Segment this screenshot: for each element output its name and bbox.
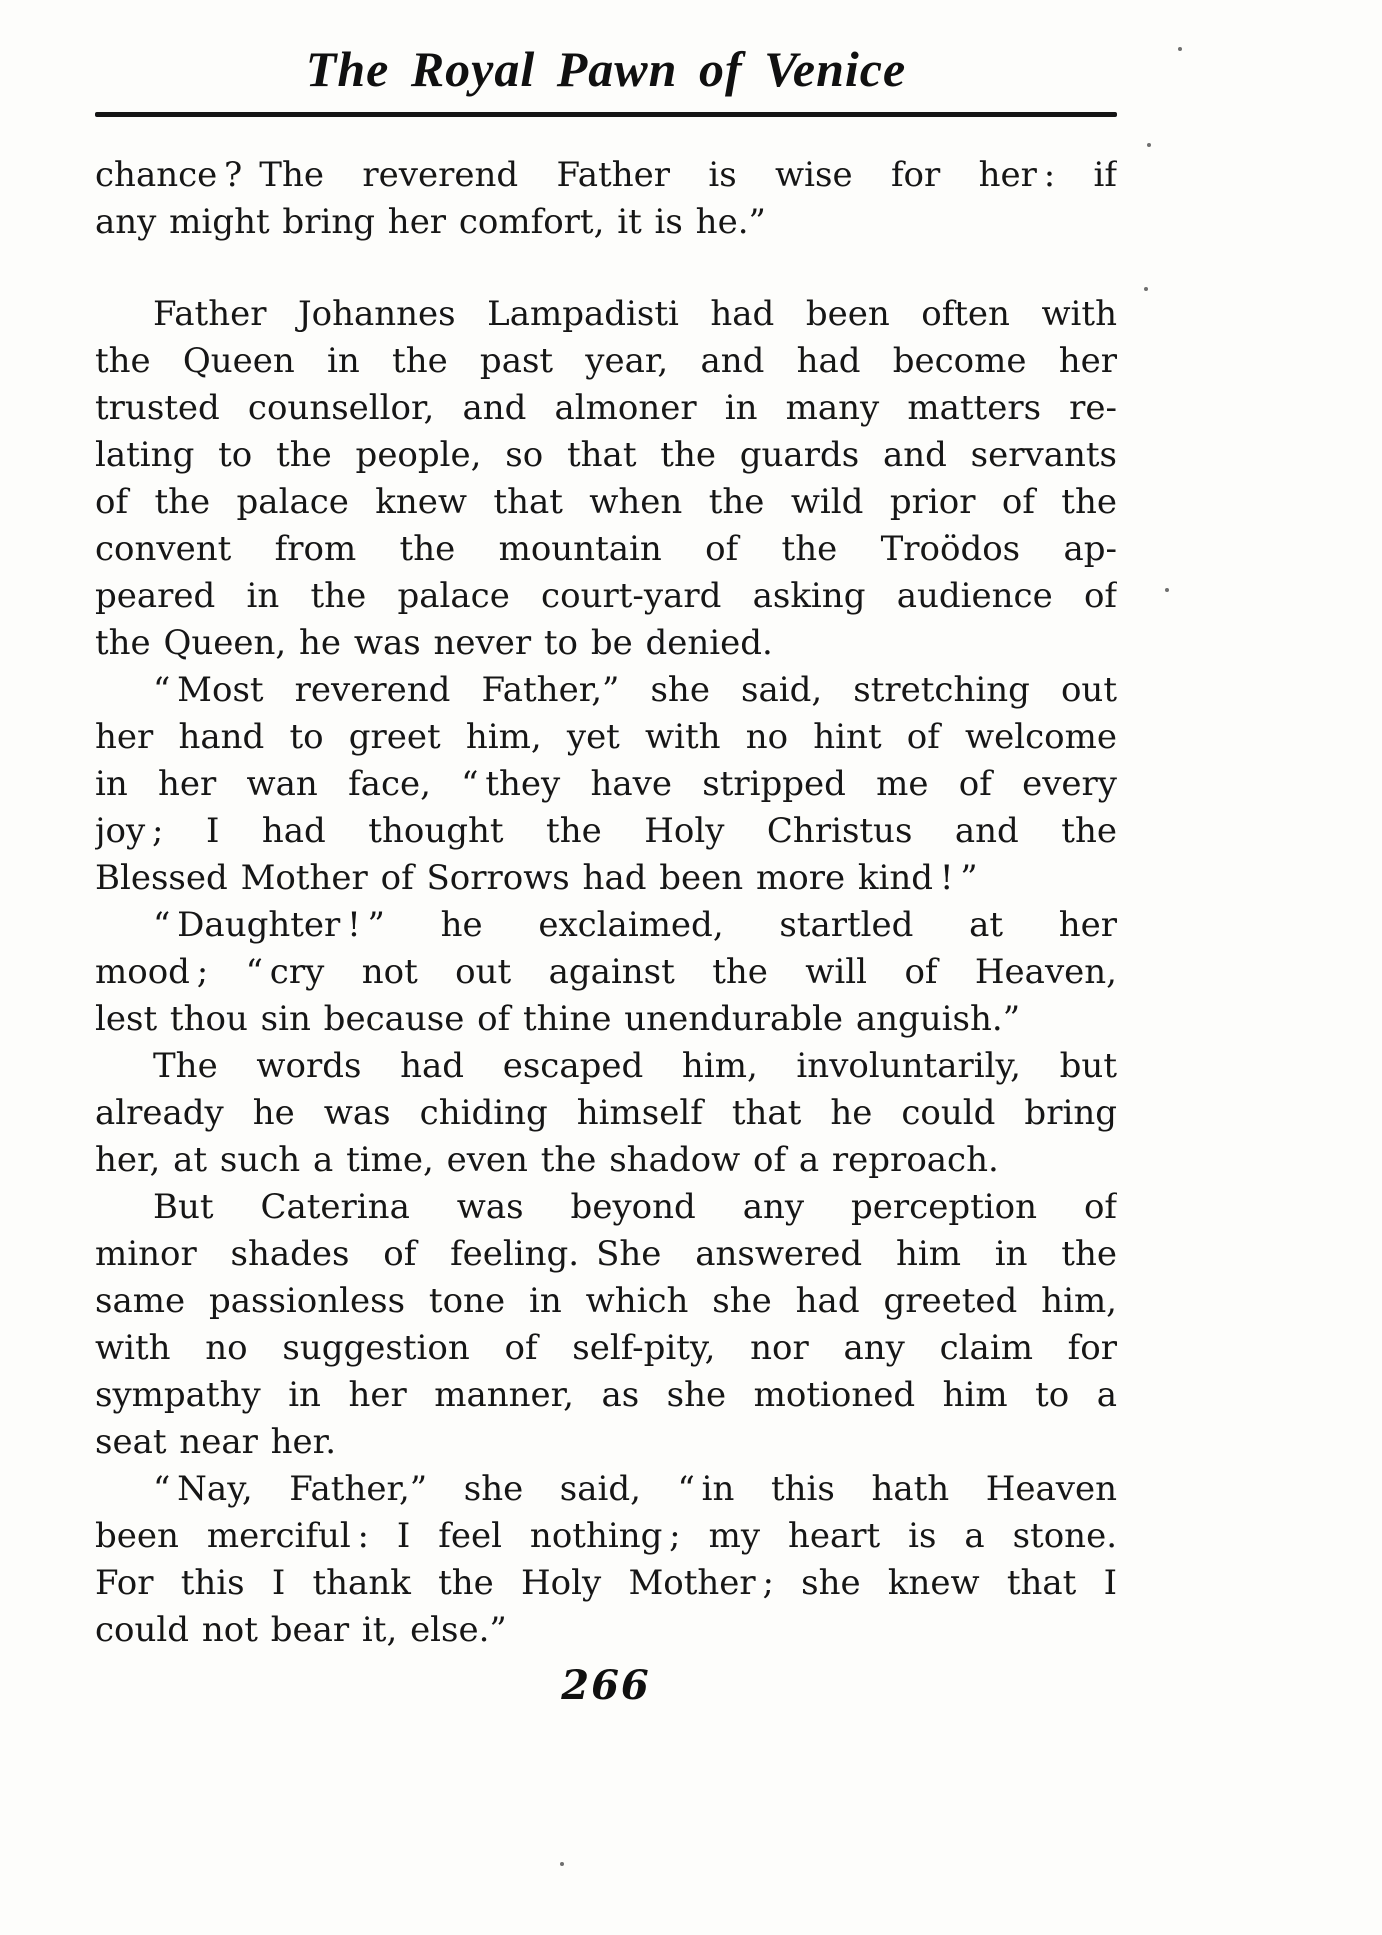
text-line: convent from the mountain of the Troödos ap- [95,529,1117,569]
text-line: same passionless tone in which she had greeted him, [95,1281,1117,1321]
paragraph [95,1466,1117,1654]
text-line: lest thou sin because of thine unendurable anguish.” [95,999,1021,1039]
page-number: 266 [561,1662,651,1709]
scan-speck [1178,47,1182,51]
text-line: sympathy in her manner, as she motioned him to a [95,1375,1117,1415]
scan-speck [1147,143,1151,147]
text-line: the Queen in the past year, and had become her [95,341,1117,381]
text-line: already he was chiding himself that he could bring [95,1093,1117,1133]
text-line: “ Nay, Father,” she said, “ in this hath Heaven [153,1469,1117,1509]
text-line: could not bear it, else.” [95,1610,507,1650]
text-line: seat near her. [95,1422,337,1462]
text-line: peared in the palace court-yard asking audience of [95,576,1117,616]
paragraph [95,1184,1117,1466]
text-line: in her wan face, “ they have stripped me of every [95,764,1117,804]
text-line: Father Johannes Lampadisti had been often with [153,294,1117,334]
text-line: For this I thank the Holy Mother ; she knew that I [95,1563,1117,1603]
text-line: joy ; I had thought the Holy Christus and the [95,811,1117,851]
text-line: lating to the people, so that the guards and servants [95,435,1117,475]
paragraph [95,902,1117,1043]
text-line: “ Daughter ! ” he exclaimed, startled at her [153,905,1117,945]
text-line: The words had escaped him, involuntarily, but [153,1046,1117,1086]
text-line: chance ? The reverend Father is wise for her : if [95,155,1117,195]
text-line: But Caterina was beyond any perception of [153,1187,1117,1227]
running-head-title: The Royal Pawn of Venice [305,41,907,97]
text-line: her hand to greet him, yet with no hint of welcome [95,717,1117,757]
text-line: her, at such a time, even the shadow of a reproach. [95,1140,999,1180]
text-line: been merciful : I feel nothing ; my heart is a stone. [95,1516,1117,1556]
text-line: trusted counsellor, and almoner in many matters re- [95,388,1117,428]
text-line: mood ; “ cry not out against the will of Heaven, [95,952,1117,992]
header-rule [95,112,1117,117]
paragraph [95,667,1117,902]
text-line: “ Most reverend Father,” she said, stretching out [153,670,1117,710]
page-body [95,152,1117,1709]
text-line: Blessed Mother of Sorrows had been more kind ! ” [95,858,978,898]
text-line: any might bring her comfort, it is he.” [95,202,766,242]
text-line: with no suggestion of self-pity, nor any claim for [95,1328,1117,1368]
paragraph [95,1043,1117,1184]
text-line: the Queen, he was never to be denied. [95,623,773,663]
scan-speck [1144,287,1148,291]
text-line: minor shades of feeling. She answered him in the [95,1234,1117,1274]
text-line: of the palace knew that when the wild prior of the [95,482,1117,522]
paragraph [95,152,1117,246]
scan-speck [1165,588,1169,592]
scan-speck [560,1862,564,1866]
paragraph [95,291,1117,667]
